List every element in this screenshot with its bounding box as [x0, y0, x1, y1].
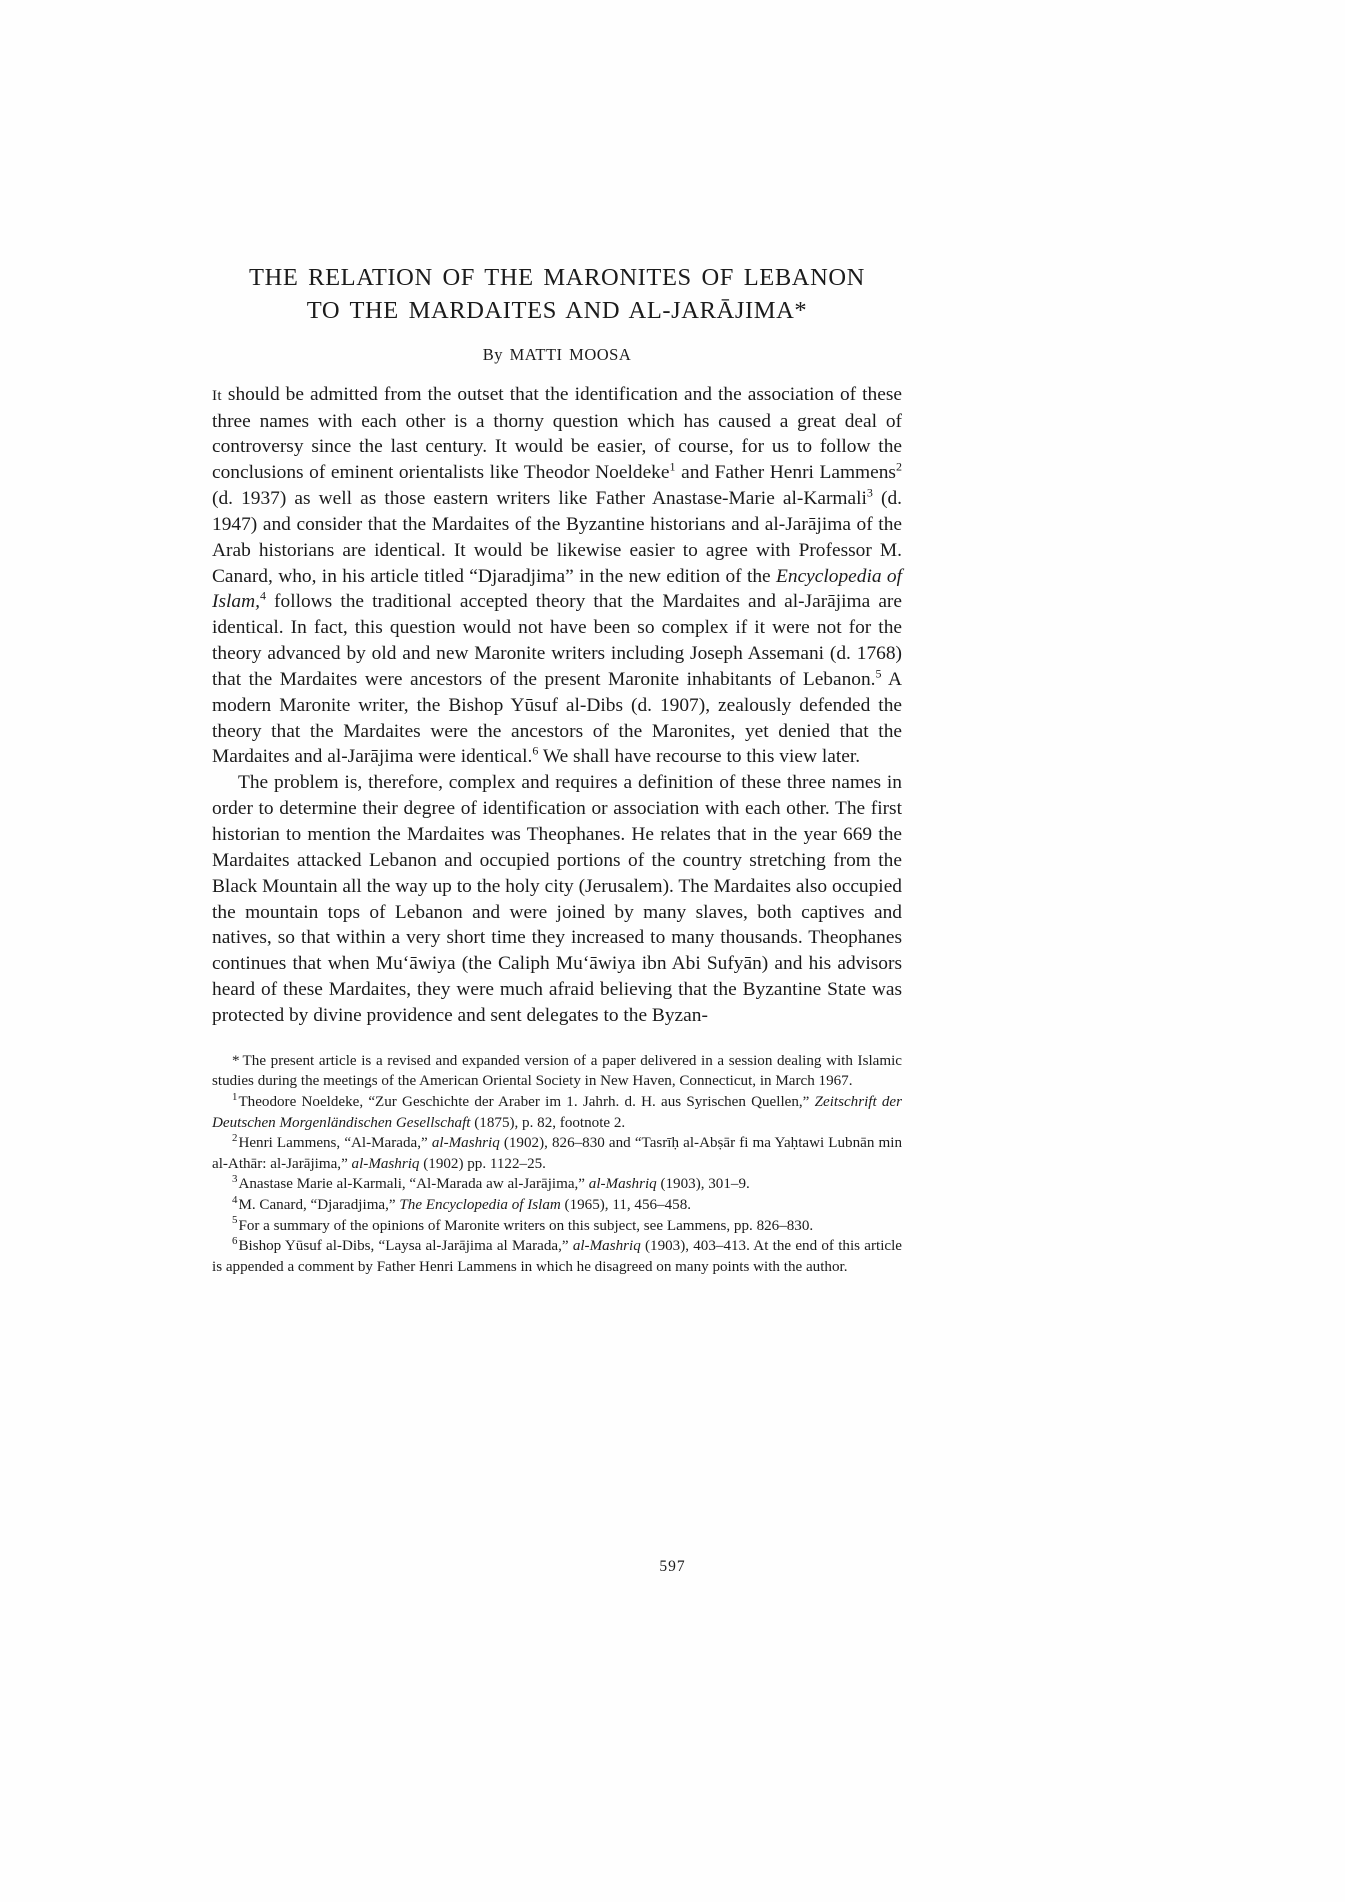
footnote-3 [212, 1174, 902, 1195]
paragraph-1-segment-2: and Father Henri Lammens [675, 462, 896, 484]
footnote-text-after: (1903), 403–413. At the end of this article is appended a comment by Father Henri Lammens in which he disagreed on many points with the author. [212, 1238, 902, 1275]
page-content [212, 262, 902, 1277]
footnote-italic-title: The Encyclopedia of Islam [399, 1196, 561, 1213]
footnote-marker: 6 [232, 1235, 238, 1248]
footnote-text-after: (1875), p. 82, footnote 2. [470, 1114, 626, 1131]
footnote-ref-3: 3 [866, 485, 873, 500]
footnote-marker: 1 [232, 1090, 238, 1103]
footnote-ref-4: 4 [259, 588, 266, 603]
paragraph-1-segment-7: We shall have recourse to this view later. [538, 746, 861, 768]
cited-work-encyclopedia-of-islam: Encyclopedia of Islam, [212, 565, 903, 613]
article-title [212, 262, 902, 328]
footnote-marker: 4 [232, 1193, 238, 1206]
footnote-text-after: (1903), 301–9. [656, 1176, 750, 1193]
footnote-text-before: Theodore Noeldeke, “Zur Geschichte der Araber im 1. Jahrh. d. H. aus Syrischen Quellen,” [238, 1093, 815, 1110]
footnote-text-before: M. Canard, “Djaradjima,” [238, 1196, 400, 1213]
footnote-text-after: (1965), 11, 456–458. [560, 1196, 692, 1213]
footnotes-section [212, 1051, 902, 1278]
footnote-6 [212, 1236, 902, 1277]
footnote-text-after: (1902) pp. 1122–25. [419, 1155, 546, 1172]
footnote-italic-title: al-Mashriq [431, 1135, 500, 1152]
paragraph-1-segment-4: (d. 1947) and consider that the Mardaites of the Byzantine historians and al-Jarājima of the Arab historians are identical. It would be likewise easier to agree with Professor M. Canard, who, in his article titled “Djaradjima” in the new edition of the [212, 488, 902, 587]
footnote-4 [212, 1195, 902, 1216]
footnote-marker: 5 [232, 1214, 238, 1227]
paragraph-1-segment-1: should be admitted from the outset that the identification and the association of these three names with each other is a thorny question which has caused a great deal of controversy since the last century. It would be easier, of course, for us to follow the conclusions of eminent orientalists like Theodor Noeldeke [212, 383, 902, 484]
footnote-marker: 3 [232, 1173, 238, 1186]
footnote-italic-title-2: al-Mashriq [351, 1155, 420, 1172]
footnote-marker: 2 [232, 1132, 238, 1145]
footnote-ref-5: 5 [875, 666, 882, 681]
footnote-italic-title: al-Mashriq [588, 1176, 657, 1193]
footnote-ref-2: 2 [895, 459, 902, 474]
paragraph-opening-word: It [212, 386, 222, 404]
footnote-ref-6: 6 [532, 744, 539, 758]
article-byline: By MATTI MOOSA [482, 344, 632, 364]
article-title-line-2: TO THE MARDAITES AND AL-JARĀJIMA* [306, 296, 808, 324]
footnote-text-before: Anastase Marie al-Karmali, “Al-Marada aw al-Jarājima,” [238, 1176, 589, 1193]
body-paragraph-1 [212, 382, 902, 771]
footnote-text-mid: (1902), 826–830 and “Tasrīḥ al-Abṣār fi ma Yaḥtawi Lubnān min al-Athār: al-Jarājima,” [212, 1135, 902, 1172]
footnote-text: The present article is a revised and expanded version of a paper delivered in a session dealing with Islamic studies during the meetings of the American Oriental Society in New Haven, Connecticut, in March 1967. [212, 1052, 902, 1090]
footnote-5 [212, 1216, 902, 1237]
article-title-line-1: THE RELATION OF THE MARONITES OF LEBANON [249, 264, 865, 291]
footnote-italic-title: Zeitschrift der Deutschen Morgenländischen Gesellschaft [212, 1093, 902, 1131]
footnote-text-before: Bishop Yūsuf al-Dibs, “Laysa al-Jarājima al Marada,” [238, 1238, 573, 1255]
footnote-1 [212, 1092, 902, 1133]
footnote-marker: * [232, 1052, 240, 1069]
footnote-ref-1: 1 [669, 459, 676, 474]
body-paragraph-2: The problem is, therefore, complex and requires a definition of these three names in order to determine their degree of identification or association with each other. The first historian to mention the Mardaites was Theophanes. He relates that in the year 669 the Mardaites attacked Lebanon and occupied portions of the country stretching from the Black Mountain all the way up to the holy city (Jerusalem). The Mardaites also occupied the mountain tops of Lebanon and were joined by many slaves, both captives and natives, so that within a very short time they increased to many thousands. Theophanes continues that when Muʻāwiya (the Caliph Muʻāwiya ibn Abi Sufyān) and his advisors heard of these Mardaites, they were much afraid believing that the Byzantine State was protected by divine providence and sent delegates to the Byzan- [212, 772, 902, 1026]
paragraph-1-segment-5: follows the traditional accepted theory that the Mardaites and al-Jarājima are identical. In fact, this question would not have been so complex if it were not for the theory advanced by old and new Maronite writers including Joseph Assemani (d. 1768) that the Mardaites were ancestors of the present Maronite inhabitants of Lebanon. [212, 591, 902, 690]
paragraph-1-segment-3: (d. 1937) as well as those eastern writers like Father Anastase-Marie al-Karmali [212, 488, 867, 510]
page-number: 597 [659, 1558, 686, 1575]
footnote-asterisk [212, 1051, 902, 1092]
footnote-text-before: Henri Lammens, “Al-Marada,” [238, 1135, 432, 1152]
paragraph-1-segment-6: A modern Maronite writer, the Bishop Yūsuf al-Dibs (d. 1907), zealously defended the theory that the Mardaites were the ancestors of the Maronites, yet denied that the Mardaites and al-Jarājima were identical. [212, 668, 903, 768]
footnote-2 [212, 1133, 902, 1174]
footnote-text: For a summary of the opinions of Maronite writers on this subject, see Lammens, pp. 826–830. [238, 1217, 814, 1234]
footnote-italic-title: al-Mashriq [572, 1238, 641, 1255]
